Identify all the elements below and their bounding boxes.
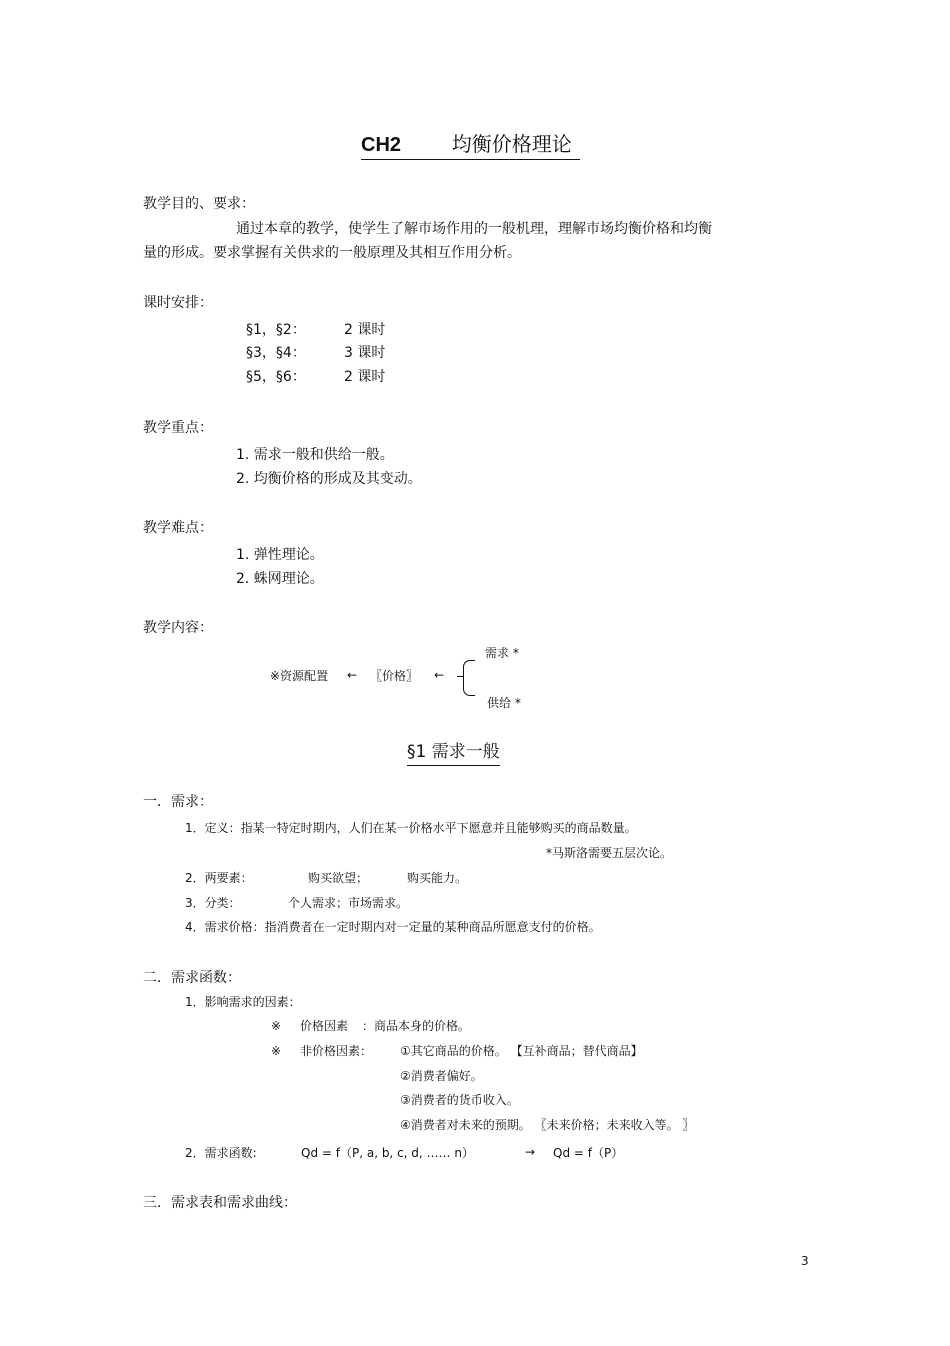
page-title bbox=[361, 134, 580, 155]
demand-function-simple: Qd = f（P） bbox=[553, 1146, 624, 1160]
nonprice-factor-label: 非价格因素： bbox=[300, 1044, 373, 1058]
left-arrow-icon: ← bbox=[434, 668, 445, 682]
schedule-row-hours: 3 课时 bbox=[344, 345, 386, 361]
page-number: 3 bbox=[801, 1254, 809, 1268]
factors-label: 1．影响需求的因素： bbox=[185, 995, 301, 1009]
price-factor-label: 价格因素 bbox=[300, 1019, 349, 1033]
diagram-resource-allocation: ※资源配置 bbox=[270, 669, 329, 683]
part1-heading: 一．需求： bbox=[143, 794, 213, 810]
nonprice-factor-item: ①其它商品的价格。 【互补商品；替代商品】 bbox=[400, 1044, 643, 1058]
difficulty-item: 2. 蛛网理论。 bbox=[236, 571, 324, 587]
part3-heading: 三．需求表和需求曲线： bbox=[143, 1195, 297, 1211]
two-elements-label: 2．两要素： bbox=[185, 871, 253, 885]
demand-function-full: Qd = f（P, a, b, c, d, …… n） bbox=[301, 1146, 474, 1160]
difficulties-label: 教学难点： bbox=[143, 520, 213, 536]
reference-mark-icon: ※ bbox=[271, 1019, 282, 1033]
right-arrow-icon: → bbox=[525, 1145, 536, 1159]
objectives-line-1: 通过本章的教学，使学生了解市场作用的一般机理，理解市场均衡价格和均衡 bbox=[236, 221, 712, 237]
schedule-row-sections: §5，§6： bbox=[246, 369, 306, 385]
price-factor-desc: ：商品本身的价格。 bbox=[362, 1019, 471, 1033]
purchase-desire: 购买欲望； bbox=[308, 871, 369, 885]
section-title-text: §1 需求一般 bbox=[407, 742, 500, 766]
schedule-row-hours: 2 课时 bbox=[344, 322, 386, 338]
diagram-supply-label: 供给 * bbox=[487, 696, 521, 710]
demand-definition: 1．定义：指某一特定时期内，人们在某一价格水平下愿意并且能够购买的商品数量。 bbox=[185, 821, 637, 835]
section-title bbox=[407, 744, 500, 761]
diagram-demand-label: 需求 * bbox=[485, 646, 519, 660]
nonprice-factor-item: ②消费者偏好。 bbox=[400, 1069, 483, 1083]
reference-mark-icon: ※ bbox=[271, 1044, 282, 1058]
brace-tip-icon bbox=[457, 676, 464, 677]
chapter-title: 均衡价格理论 bbox=[451, 132, 572, 156]
key-point-item: 1. 需求一般和供给一般。 bbox=[236, 447, 394, 463]
chapter-code: CH2 bbox=[361, 134, 402, 156]
schedule-label: 课时安排： bbox=[143, 295, 213, 311]
part2-heading: 二．需求函数： bbox=[143, 970, 241, 986]
nonprice-factor-item: ③消费者的货币收入。 bbox=[400, 1093, 519, 1107]
schedule-row-sections: §3，§4： bbox=[246, 345, 306, 361]
brace-icon bbox=[463, 660, 475, 696]
maslow-note: *马斯洛需要五层次论。 bbox=[546, 846, 673, 860]
schedule-row-sections: §1，§2： bbox=[246, 322, 306, 338]
purchase-ability: 购买能力。 bbox=[407, 871, 468, 885]
content-label: 教学内容： bbox=[143, 620, 213, 636]
nonprice-factor-item: ④消费者对未来的预期。 〖未来价格；未来收入等。 〗 bbox=[400, 1118, 695, 1132]
classification-label: 3．分类： bbox=[185, 896, 241, 910]
objectives-label: 教学目的、要求： bbox=[143, 196, 255, 212]
classification-values: 个人需求；市场需求。 bbox=[288, 896, 409, 910]
demand-price-definition: 4．需求价格：指消费者在一定时期内对一定量的某种商品所愿意支付的价格。 bbox=[185, 920, 601, 934]
diagram-price: 〖价格〗 bbox=[370, 669, 419, 683]
key-points-label: 教学重点： bbox=[143, 420, 213, 436]
difficulty-item: 1. 弹性理论。 bbox=[236, 547, 324, 563]
left-arrow-icon: ← bbox=[347, 668, 358, 682]
demand-function-label: 2．需求函数: bbox=[185, 1146, 257, 1160]
key-point-item: 2. 均衡价格的形成及其变动。 bbox=[236, 471, 422, 487]
schedule-row-hours: 2 课时 bbox=[344, 369, 386, 385]
objectives-line-2: 量的形成。要求掌握有关供求的一般原理及其相互作用分析。 bbox=[143, 245, 521, 261]
